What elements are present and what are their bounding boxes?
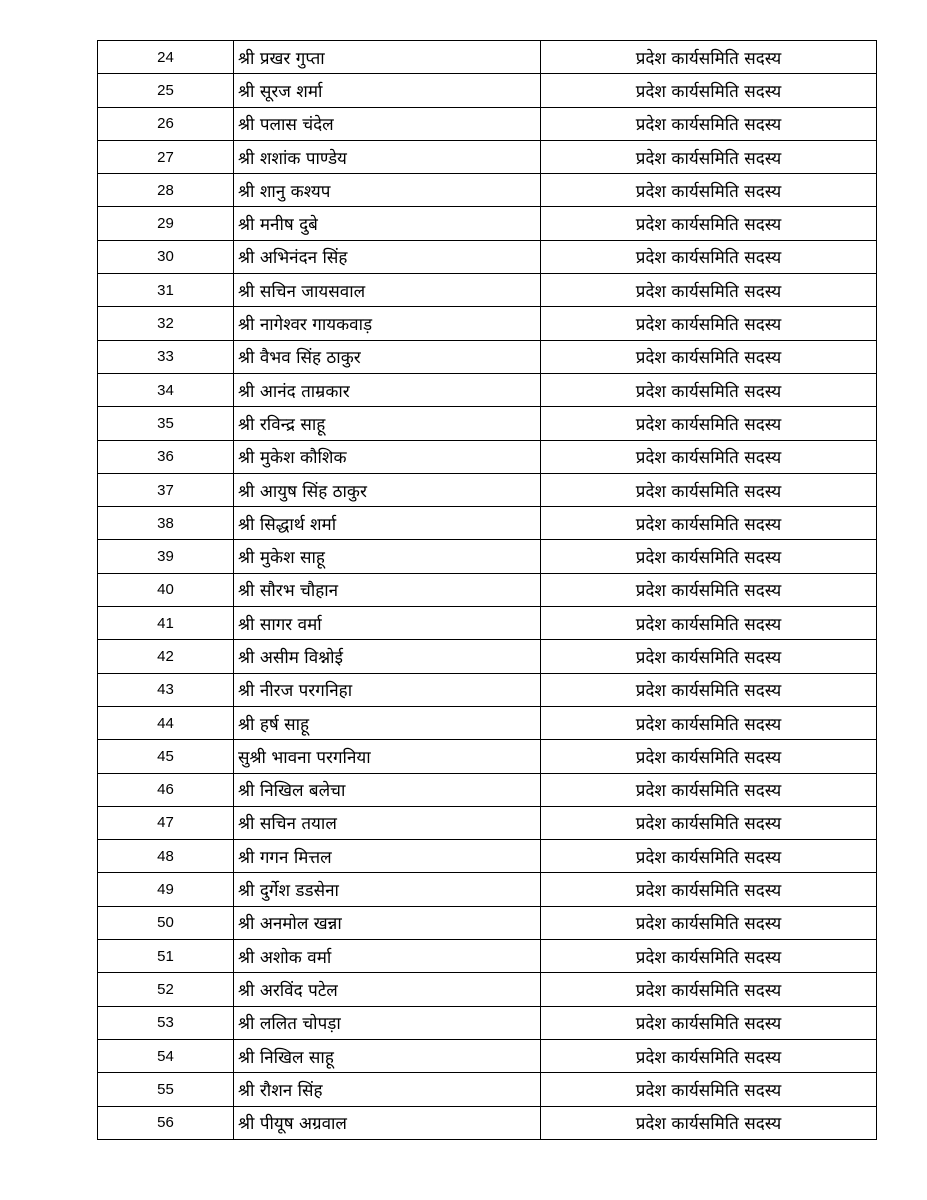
member-name-cell: श्री वैभव सिंह ठाकुर <box>234 340 541 373</box>
table-row <box>98 840 877 873</box>
serial-number-cell: 29 <box>98 207 234 240</box>
serial-number-cell: 39 <box>98 540 234 573</box>
member-name-cell: श्री अशोक वर्मा <box>234 940 541 973</box>
member-name-cell: श्री निखिल बलेचा <box>234 773 541 806</box>
table-row <box>98 607 877 640</box>
serial-number-cell: 33 <box>98 340 234 373</box>
designation-cell: प्रदेश कार्यसमिति सदस्य <box>541 773 877 806</box>
serial-number-cell: 45 <box>98 740 234 773</box>
table-row <box>98 507 877 540</box>
table-row <box>98 1073 877 1106</box>
member-name-cell: श्री दुर्गेश डडसेना <box>234 873 541 906</box>
member-name-cell: श्री अनमोल खन्ना <box>234 906 541 939</box>
table-row <box>98 1039 877 1072</box>
member-name-cell: श्री गगन मित्तल <box>234 840 541 873</box>
member-name-cell: श्री पीयूष अग्रवाल <box>234 1106 541 1139</box>
member-name-cell: श्री पलास चंदेल <box>234 107 541 140</box>
serial-number-cell: 53 <box>98 1006 234 1039</box>
designation-cell: प्रदेश कार्यसमिति सदस्य <box>541 274 877 307</box>
serial-number-cell: 49 <box>98 873 234 906</box>
table-row <box>98 773 877 806</box>
table-row <box>98 973 877 1006</box>
member-name-cell: श्री शशांक पाण्डेय <box>234 140 541 173</box>
member-name-cell: श्री नीरज परगनिहा <box>234 673 541 706</box>
serial-number-cell: 36 <box>98 440 234 473</box>
designation-cell: प्रदेश कार्यसमिति सदस्य <box>541 440 877 473</box>
designation-cell: प्रदेश कार्यसमिति सदस्य <box>541 573 877 606</box>
serial-number-cell: 46 <box>98 773 234 806</box>
table-row <box>98 340 877 373</box>
designation-cell: प्रदेश कार्यसमिति सदस्य <box>541 873 877 906</box>
member-name-cell: श्री नागेश्वर गायकवाड़ <box>234 307 541 340</box>
serial-number-cell: 34 <box>98 373 234 406</box>
table-row <box>98 706 877 739</box>
serial-number-cell: 40 <box>98 573 234 606</box>
member-name-cell: श्री सागर वर्मा <box>234 607 541 640</box>
designation-cell: प्रदेश कार्यसमिति सदस्य <box>541 673 877 706</box>
member-name-cell: श्री मुकेश कौशिक <box>234 440 541 473</box>
serial-number-cell: 54 <box>98 1039 234 1072</box>
member-rows <box>98 41 877 1140</box>
table-row <box>98 440 877 473</box>
member-name-cell: श्री सिद्धार्थ शर्मा <box>234 507 541 540</box>
table-row <box>98 373 877 406</box>
designation-cell: प्रदेश कार्यसमिति सदस्य <box>541 307 877 340</box>
designation-cell: प्रदेश कार्यसमिति सदस्य <box>541 740 877 773</box>
serial-number-cell: 56 <box>98 1106 234 1139</box>
table-row <box>98 573 877 606</box>
table-row <box>98 940 877 973</box>
serial-number-cell: 47 <box>98 806 234 839</box>
serial-number-cell: 50 <box>98 906 234 939</box>
serial-number-cell: 38 <box>98 507 234 540</box>
serial-number-cell: 37 <box>98 473 234 506</box>
member-name-cell: श्री मुकेश साहू <box>234 540 541 573</box>
serial-number-cell: 55 <box>98 1073 234 1106</box>
serial-number-cell: 35 <box>98 407 234 440</box>
designation-cell: प्रदेश कार्यसमिति सदस्य <box>541 407 877 440</box>
table-row <box>98 673 877 706</box>
member-name-cell: श्री असीम विश्नोई <box>234 640 541 673</box>
member-name-cell: श्री सौरभ चौहान <box>234 573 541 606</box>
table-row <box>98 240 877 273</box>
table-row <box>98 473 877 506</box>
member-name-cell: श्री रविन्द्र साहू <box>234 407 541 440</box>
member-name-cell: श्री अभिनंदन सिंह <box>234 240 541 273</box>
table-row <box>98 140 877 173</box>
serial-number-cell: 24 <box>98 41 234 74</box>
table-row <box>98 274 877 307</box>
member-name-cell: श्री आनंद ताम्रकार <box>234 373 541 406</box>
member-name-cell: श्री आयुष सिंह ठाकुर <box>234 473 541 506</box>
designation-cell: प्रदेश कार्यसमिति सदस्य <box>541 1106 877 1139</box>
member-name-cell: सुश्री भावना परगनिया <box>234 740 541 773</box>
designation-cell: प्रदेश कार्यसमिति सदस्य <box>541 473 877 506</box>
designation-cell: प्रदेश कार्यसमिति सदस्य <box>541 706 877 739</box>
table-row <box>98 806 877 839</box>
table-row <box>98 74 877 107</box>
designation-cell: प्रदेश कार्यसमिति सदस्य <box>541 973 877 1006</box>
designation-cell: प्रदेश कार्यसमिति सदस्य <box>541 1039 877 1072</box>
table-row <box>98 174 877 207</box>
designation-cell: प्रदेश कार्यसमिति सदस्य <box>541 240 877 273</box>
designation-cell: प्रदेश कार्यसमिति सदस्य <box>541 940 877 973</box>
member-name-cell: श्री ललित चोपड़ा <box>234 1006 541 1039</box>
designation-cell: प्रदेश कार्यसमिति सदस्य <box>541 74 877 107</box>
serial-number-cell: 42 <box>98 640 234 673</box>
table-row <box>98 207 877 240</box>
designation-cell: प्रदेश कार्यसमिति सदस्य <box>541 640 877 673</box>
serial-number-cell: 51 <box>98 940 234 973</box>
serial-number-cell: 30 <box>98 240 234 273</box>
member-list-table <box>97 40 877 1140</box>
member-name-cell: श्री रौशन सिंह <box>234 1073 541 1106</box>
table-row <box>98 640 877 673</box>
designation-cell: प्रदेश कार्यसमिति सदस्य <box>541 373 877 406</box>
serial-number-cell: 48 <box>98 840 234 873</box>
designation-cell: प्रदेश कार्यसमिति सदस्य <box>541 207 877 240</box>
serial-number-cell: 31 <box>98 274 234 307</box>
serial-number-cell: 44 <box>98 706 234 739</box>
designation-cell: प्रदेश कार्यसमिति सदस्य <box>541 107 877 140</box>
serial-number-cell: 27 <box>98 140 234 173</box>
serial-number-cell: 32 <box>98 307 234 340</box>
serial-number-cell: 43 <box>98 673 234 706</box>
member-name-cell: श्री शानु कश्यप <box>234 174 541 207</box>
table-row <box>98 41 877 74</box>
serial-number-cell: 28 <box>98 174 234 207</box>
table-row <box>98 1006 877 1039</box>
table-row <box>98 906 877 939</box>
serial-number-cell: 41 <box>98 607 234 640</box>
designation-cell: प्रदेश कार्यसमिति सदस्य <box>541 540 877 573</box>
designation-cell: प्रदेश कार्यसमिति सदस्य <box>541 174 877 207</box>
designation-cell: प्रदेश कार्यसमिति सदस्य <box>541 140 877 173</box>
table-row <box>98 307 877 340</box>
designation-cell: प्रदेश कार्यसमिति सदस्य <box>541 1073 877 1106</box>
designation-cell: प्रदेश कार्यसमिति सदस्य <box>541 906 877 939</box>
designation-cell: प्रदेश कार्यसमिति सदस्य <box>541 607 877 640</box>
designation-cell: प्रदेश कार्यसमिति सदस्य <box>541 340 877 373</box>
designation-cell: प्रदेश कार्यसमिति सदस्य <box>541 806 877 839</box>
table-row <box>98 873 877 906</box>
table-row <box>98 1106 877 1139</box>
member-name-cell: श्री अरविंद पटेल <box>234 973 541 1006</box>
table-row <box>98 540 877 573</box>
member-name-cell: श्री निखिल साहू <box>234 1039 541 1072</box>
member-name-cell: श्री सूरज शर्मा <box>234 74 541 107</box>
member-name-cell: श्री हर्ष साहू <box>234 706 541 739</box>
designation-cell: प्रदेश कार्यसमिति सदस्य <box>541 840 877 873</box>
member-name-cell: श्री सचिन तयाल <box>234 806 541 839</box>
serial-number-cell: 52 <box>98 973 234 1006</box>
table-row <box>98 407 877 440</box>
designation-cell: प्रदेश कार्यसमिति सदस्य <box>541 1006 877 1039</box>
member-name-cell: श्री सचिन जायसवाल <box>234 274 541 307</box>
serial-number-cell: 25 <box>98 74 234 107</box>
member-name-cell: श्री प्रखर गुप्ता <box>234 41 541 74</box>
serial-number-cell: 26 <box>98 107 234 140</box>
member-name-cell: श्री मनीष दुबे <box>234 207 541 240</box>
designation-cell: प्रदेश कार्यसमिति सदस्य <box>541 41 877 74</box>
table-row <box>98 740 877 773</box>
designation-cell: प्रदेश कार्यसमिति सदस्य <box>541 507 877 540</box>
table-row <box>98 107 877 140</box>
